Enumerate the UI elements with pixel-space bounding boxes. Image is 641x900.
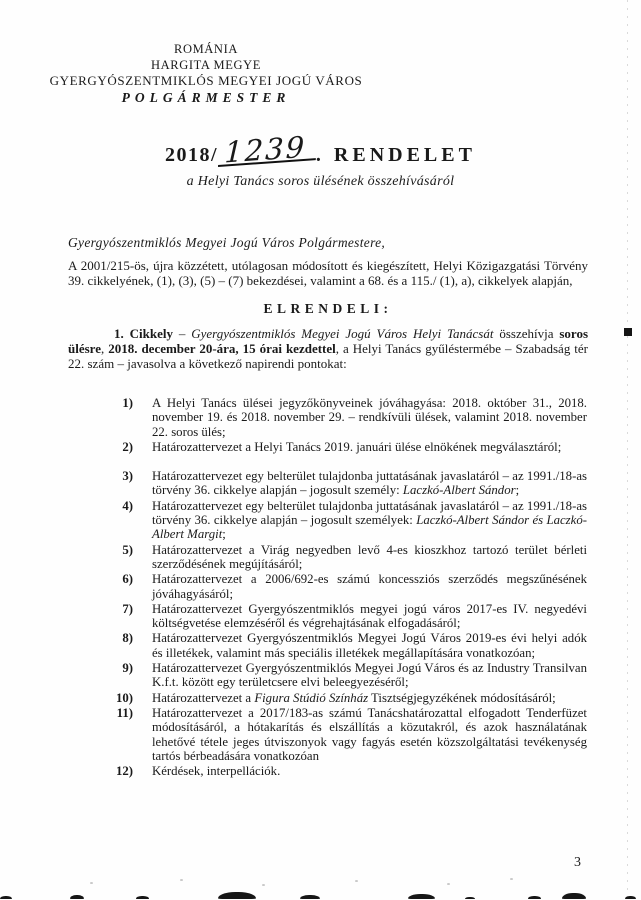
text-segment: Tisztségjegyzékének módosításáról;: [368, 690, 556, 705]
decree-subtitle: a Helyi Tanács soros ülésének összehívásáról: [186, 174, 455, 189]
agenda-item-text: [152, 469, 587, 498]
text-segment: A Helyi Tanács ülései jegyzőkönyveinek jóváhagyása: 2018. október 31., 2018. november 19. és 2018. november 29. – rendkívüli ülések, valamint 2018. november 22. soros ülés;: [152, 396, 587, 439]
agenda-item-number: 11): [116, 705, 133, 720]
agenda-item-number: 5): [122, 542, 133, 557]
text-segment: Kérdések, interpellációk.: [152, 764, 281, 779]
text-segment: Határozattervezet egy belterület tulajdonba juttatásának javaslatáról – az 1991./18-as törvény 36. cikkelye alapján – jogosult személyek:: [152, 498, 587, 528]
text-segment: Határozattervezet a: [152, 690, 255, 705]
decree-title: [0, 129, 641, 170]
decree-title-prefix: 2018/: [165, 144, 219, 166]
agenda-item-text: [152, 764, 587, 778]
scan-artifact-blob: [300, 895, 320, 899]
scan-artifact-speck: [90, 882, 93, 884]
scan-artifact-blob: [562, 893, 586, 899]
text-segment: összehívja: [493, 326, 560, 341]
scan-artifact-blob: [0, 896, 12, 899]
scan-artifact-speck: [180, 879, 183, 881]
agenda-item: [68, 469, 587, 498]
agenda-item: [68, 602, 587, 631]
text-segment: 1. Cikkely: [114, 326, 173, 341]
text-segment: Határozattervezet a 2006/692-es számú koncessziós szerződés megszűnésének jóváhagyásáról;: [152, 572, 587, 601]
letterhead: [0, 42, 412, 105]
agenda-item: [68, 706, 587, 763]
agenda-item-text: [152, 691, 587, 705]
agenda-item-text: [152, 661, 587, 690]
letterhead-city: GYERGYÓSZENTMIKLÓS MEGYEI JOGÚ VÁROS: [49, 73, 363, 88]
letterhead-mayor-title: POLGÁRMESTER: [121, 89, 291, 105]
text-segment: Határozattervezet a 2017/183-as számú Tanácshatározattal elfogadott Tenderfüzet módosításáról, a hótakarítás és elszállítás a közutakról, és azok használatának lehetővé tétele jeges útviszonyok vagy fagyás esetén közszolgáltatási tevékenység tartós bérbeadására vonatkozóan: [152, 705, 587, 763]
scan-artifact-blob: [625, 896, 636, 899]
agenda-item-text: [152, 440, 587, 454]
scan-artifact-blob: [218, 892, 256, 899]
agenda-item-number: 1): [122, 396, 133, 410]
addressee-line: Gyergyószentmiklós Megyei Jogú Város Polgármestere,: [68, 235, 386, 250]
agenda-item: [68, 661, 587, 690]
scan-artifact-blob: [70, 895, 84, 899]
page-number: 3: [574, 855, 581, 870]
agenda-item-text: [152, 706, 587, 763]
letterhead-country: ROMÁNIA: [174, 42, 238, 56]
agenda-item-number: 2): [122, 439, 133, 454]
decree-heading: ELRENDELI:: [263, 301, 393, 316]
agenda-item-text: [152, 602, 587, 631]
scan-artifact-blob: [465, 897, 475, 899]
text-segment: Határozattervezet a Helyi Tanács 2019. januári ülése elnökének megválasztáról;: [152, 439, 562, 454]
decree-title-suffix: . RENDELET: [315, 144, 476, 166]
scan-artifact-vertical-line: [627, 0, 628, 900]
agenda-item-text: [152, 543, 587, 572]
agenda-item: [68, 543, 587, 572]
agenda-item-number: 8): [122, 631, 133, 646]
agenda-item: [68, 691, 587, 705]
article-1-paragraph: [68, 326, 588, 372]
agenda-item-number: 12): [115, 764, 133, 779]
text-segment: Figura Stúdió Színház: [254, 690, 369, 705]
text-segment: Határozattervezet egy belterület tulajdonba juttatásának javaslatáról – az 1991./18-as törvény 36. cikkelye alapján – jogosult személy:: [152, 469, 587, 498]
agenda-item-number: 6): [122, 572, 133, 587]
handwritten-decree-number: 1239: [218, 135, 316, 167]
legal-basis-paragraph: A 2001/215-ös, újra közzétett, utólagosan módosított és kiegészített, Helyi Közigazgatási Törvény 39. cikkelyének, (1), (3), (5) – (7) bekezdései, valamint a 68. és a 115./ (1), a), cikkelyek alapján,: [68, 258, 588, 289]
scan-artifact-speck: [447, 883, 450, 885]
agenda-item: [68, 764, 587, 778]
agenda-item: [68, 631, 587, 660]
text-segment: 2018. december 20-ára, 15 órai kezdettel: [108, 341, 336, 357]
title-block: [0, 129, 641, 190]
text-segment: Határozattervezet Gyergyószentmiklós megyei jogú város 2017-es IV. negyedévi költségvetése elemzéséről és végrehajtásának elfogadásáról;: [152, 601, 587, 631]
agenda-item: [68, 396, 587, 439]
text-segment: ;: [222, 527, 226, 542]
agenda-item-text: [152, 396, 587, 439]
scan-artifact-speck: [510, 878, 513, 880]
text-segment: Határozattervezet Gyergyószentmiklós Megyei Jogú Város és az Industry Transilvan K.f.t. között egy területcsere elvi beleegyezéséről;: [152, 661, 587, 690]
text-segment: Laczkó-Albert Sándor: [402, 483, 516, 498]
text-segment: Laczkó-Albert Sándor és Laczkó-Albert Margit: [152, 513, 587, 542]
scan-artifact-square-mark: [624, 328, 632, 336]
agenda-item-number: 4): [122, 498, 133, 513]
agenda-item: [68, 572, 587, 601]
agenda-list: [68, 396, 587, 779]
text-segment: , a Helyi Tanács gyűléstermébe – Szabadság tér 22. szám – javasolva a következő napirendi pontokat:: [68, 341, 589, 372]
text-segment: –: [172, 326, 192, 341]
agenda-item-text: [152, 499, 587, 542]
agenda-item-number: 10): [115, 690, 133, 705]
text-segment: Határozattervezet Gyergyószentmiklós Megyei Jogú Város 2019-es évi helyi adók és illetékek, valamint más speciális illetékek megállapítására vonatkozóan;: [152, 631, 587, 660]
agenda-item-number: 9): [122, 661, 133, 676]
scan-artifact-speck: [262, 884, 265, 886]
scan-artifact-blob: [528, 896, 541, 899]
agenda-item: [68, 499, 587, 542]
agenda-item-number: 7): [122, 601, 133, 616]
scan-artifact-blob: [408, 894, 435, 899]
text-segment: Határozattervezet a Virág negyedben levő 4-es kioszkhoz tartozó terület bérleti szerződésének megújításáról;: [152, 542, 587, 571]
text-segment: ,: [100, 341, 109, 357]
agenda-item-text: [152, 631, 587, 660]
agenda-item-number: 3): [122, 469, 133, 484]
text-segment: Gyergyószentmiklós Megyei Jogú Város Helyi Tanácsát: [191, 326, 494, 341]
scan-artifact-speck: [355, 880, 358, 882]
agenda-item: [68, 440, 587, 454]
text-segment: soros ülésre: [68, 326, 589, 357]
scan-artifact-blob: [136, 896, 149, 899]
agenda-item-text: [152, 572, 587, 601]
letterhead-county: HARGITA MEGYE: [151, 57, 261, 72]
text-segment: ;: [515, 483, 520, 498]
